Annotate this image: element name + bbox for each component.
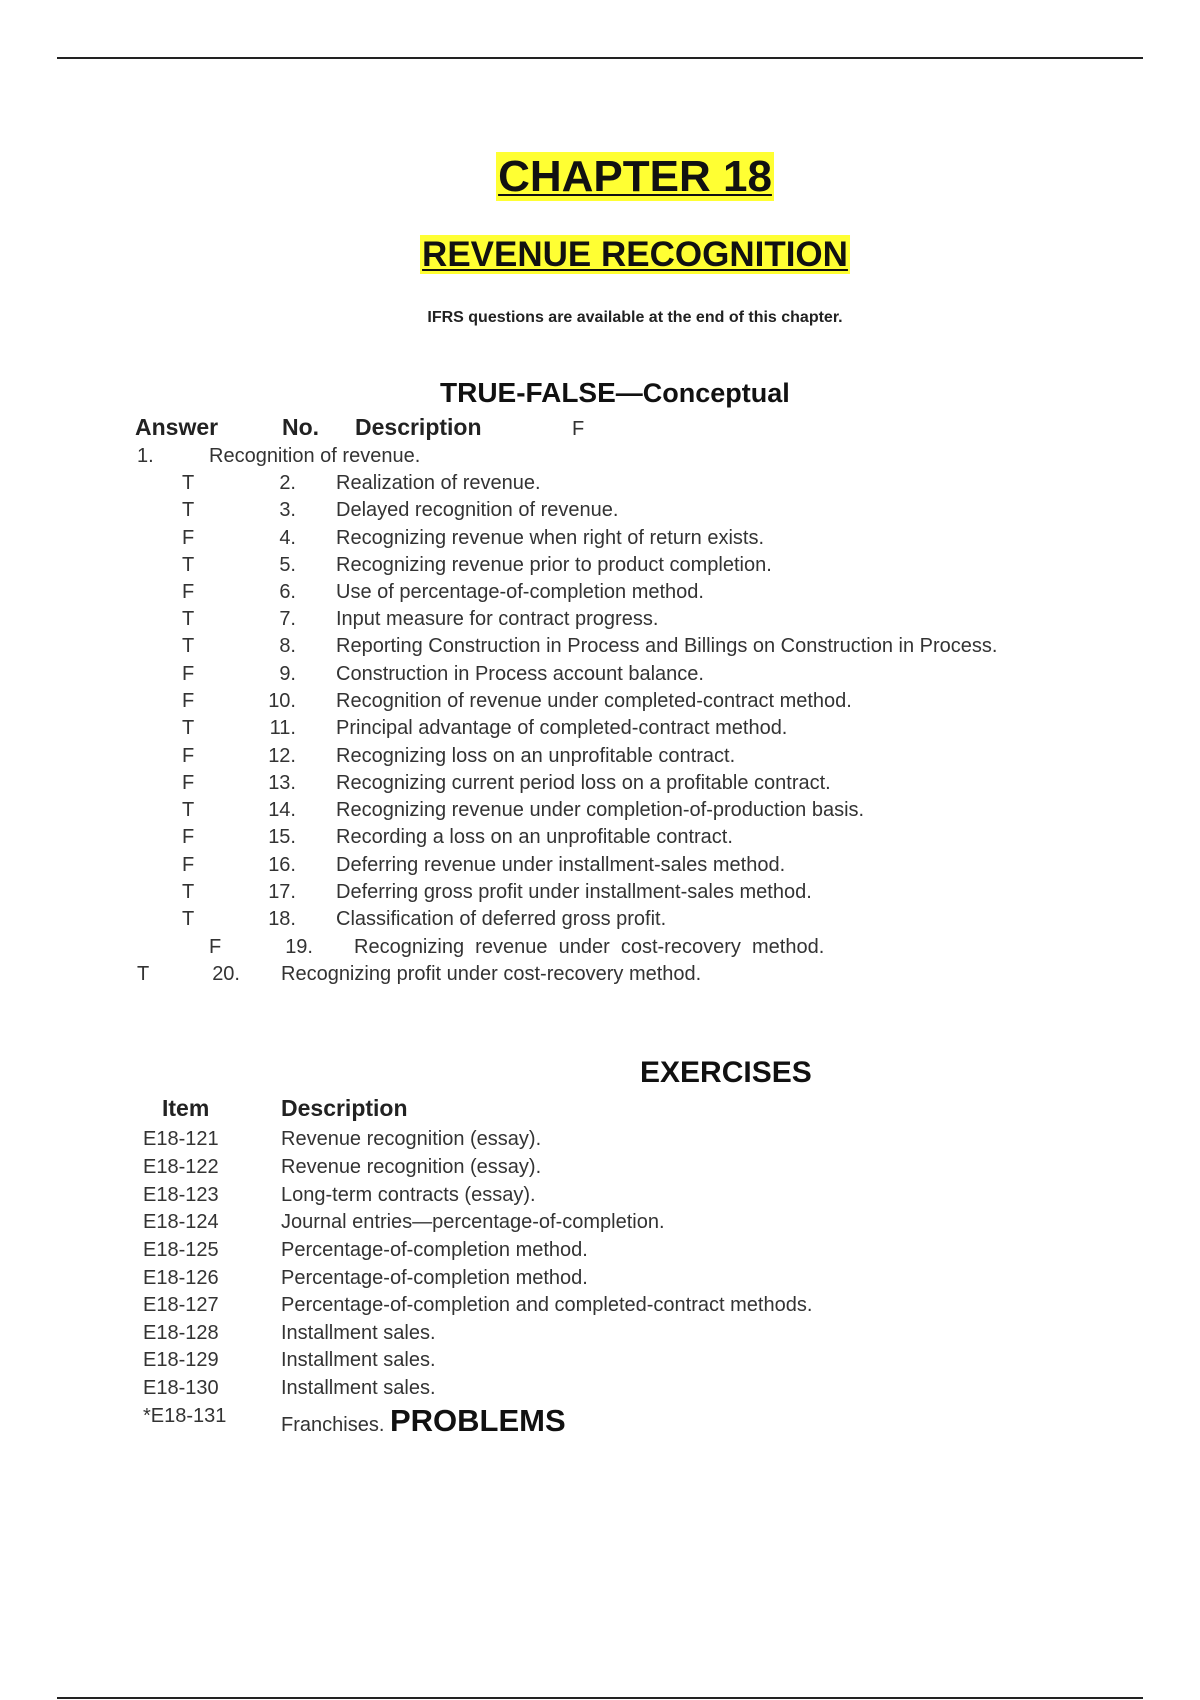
tf-description: Construction in Process account balance. <box>336 663 704 685</box>
tf-description: Realization of revenue. <box>336 472 541 494</box>
ifrs-note: IFRS questions are available at the end of this chapter. <box>427 309 843 326</box>
tf-answer: F <box>182 581 195 603</box>
tf-number: 14. <box>268 799 296 821</box>
true-false-subtitle: —Conceptual <box>615 378 790 408</box>
exercise-description <box>281 1403 566 1439</box>
tf-description: Use of percentage-of-completion method. <box>336 581 704 603</box>
tf-answer: F <box>182 690 195 712</box>
answer-column-header: Answer <box>135 414 219 440</box>
tf-answer: F <box>182 745 195 767</box>
number-column-header: No. <box>282 414 320 440</box>
tf-answer: T <box>182 635 195 657</box>
chapter-subtitle <box>0 233 1200 277</box>
exercise-description: Revenue recognition (essay). <box>281 1128 542 1150</box>
tf-description: Recognition of revenue under completed-contract method. <box>336 690 852 712</box>
tf-description: Recognizing loss on an unprofitable contract. <box>336 745 736 767</box>
tf-number: 5. <box>279 554 296 576</box>
exercise-description: Installment sales. <box>281 1322 436 1344</box>
tf-number: 19. <box>285 936 313 958</box>
tf-answer: F <box>182 527 195 549</box>
tf-description: Deferring revenue under installment-sales method. <box>336 854 786 876</box>
problems-heading: PROBLEMS <box>389 1403 566 1438</box>
tf-number: 16. <box>268 854 296 876</box>
true-false-heading <box>440 377 790 409</box>
exercise-description: Installment sales. <box>281 1349 436 1371</box>
exercise-item-id: E18-129 <box>143 1349 219 1371</box>
tf-description: Reporting Construction in Process and Billings on Construction in Process. <box>336 635 998 657</box>
exercise-item-id: E18-128 <box>143 1322 219 1344</box>
tf-description: Recognition of revenue. <box>209 445 421 467</box>
tf-description: Recognizing current period loss on a profitable contract. <box>336 772 831 794</box>
tf-number: 4. <box>279 527 296 549</box>
tf-number: 15. <box>268 826 296 848</box>
tf-answer: F <box>182 772 195 794</box>
description-column-header: Description <box>355 414 482 440</box>
tf-number: 8. <box>279 635 296 657</box>
exercise-item-id: E18-124 <box>143 1211 219 1233</box>
tf-number: 3. <box>279 499 296 521</box>
exercise-description-column-header: Description <box>281 1095 408 1121</box>
item-column-header: Item <box>162 1095 210 1121</box>
tf-answer: F <box>182 854 195 876</box>
tf-answer: T <box>182 881 195 903</box>
tf-number: 17. <box>268 881 296 903</box>
tf-number: 11. <box>269 717 296 739</box>
stray-answer: F <box>572 418 585 440</box>
true-false-title: TRUE-FALSE <box>440 377 616 408</box>
bottom-rule <box>57 1697 1143 1699</box>
tf-number: 13. <box>268 772 296 794</box>
exercise-item-id: E18-127 <box>143 1294 219 1316</box>
chapter-heading <box>0 150 1200 204</box>
exercise-description: Percentage-of-completion method. <box>281 1239 588 1261</box>
tf-answer: T <box>182 717 195 739</box>
tf-number: 9. <box>279 663 296 685</box>
tf-description: Recognizing revenue under cost-recovery method. <box>354 936 825 958</box>
exercise-item-id: E18-121 <box>143 1128 219 1150</box>
exercise-item-id: E18-126 <box>143 1267 219 1289</box>
tf-description: Delayed recognition of revenue. <box>336 499 619 521</box>
tf-answer: T <box>182 499 195 521</box>
tf-answer: T <box>182 608 195 630</box>
tf-answer: T <box>182 799 195 821</box>
tf-description: Recognizing revenue prior to product completion. <box>336 554 772 576</box>
exercise-description: Percentage-of-completion method. <box>281 1267 588 1289</box>
exercise-item-id: E18-122 <box>143 1156 219 1178</box>
exercises-heading: EXERCISES <box>640 1056 812 1089</box>
tf-description: Deferring gross profit under installment-sales method. <box>336 881 812 903</box>
tf-description: Recording a loss on an unprofitable contract. <box>336 826 733 848</box>
chapter-title: CHAPTER 18 <box>498 152 772 201</box>
tf-answer: T <box>182 554 195 576</box>
exercise-description: Revenue recognition (essay). <box>281 1156 542 1178</box>
exercise-item-id: E18-125 <box>143 1239 219 1261</box>
exercise-description-text: Franchises. <box>281 1414 385 1436</box>
tf-description: Input measure for contract progress. <box>336 608 659 630</box>
tf-description: Classification of deferred gross profit. <box>336 908 667 930</box>
tf-number: 18. <box>268 908 296 930</box>
exercise-description: Long-term contracts (essay). <box>281 1184 536 1206</box>
exercise-description: Installment sales. <box>281 1377 436 1399</box>
top-rule <box>57 57 1143 59</box>
tf-description: Recognizing revenue under completion-of-production basis. <box>336 799 865 821</box>
tf-answer: T <box>137 963 150 985</box>
tf-description: Recognizing profit under cost-recovery method. <box>281 963 702 985</box>
tf-description: Recognizing revenue when right of return exists. <box>336 527 765 549</box>
exercise-item-id: *E18-131 <box>143 1405 227 1427</box>
tf-answer: F <box>182 826 195 848</box>
tf-answer: T <box>182 908 195 930</box>
tf-number: 6. <box>279 581 296 603</box>
exercise-item-id: E18-130 <box>143 1377 219 1399</box>
tf-number: 1. <box>137 445 154 467</box>
tf-number: 20. <box>212 963 240 985</box>
tf-answer: T <box>182 472 195 494</box>
tf-number: 12. <box>268 745 296 767</box>
tf-answer: F <box>182 663 195 685</box>
tf-number: 7. <box>279 608 296 630</box>
tf-answer: F <box>209 936 222 958</box>
tf-number: 2. <box>279 472 296 494</box>
tf-description: Principal advantage of completed-contract method. <box>336 717 788 739</box>
exercise-description: Percentage-of-completion and completed-contract methods. <box>281 1294 813 1316</box>
chapter-topic: REVENUE RECOGNITION <box>422 235 848 274</box>
exercise-description: Journal entries—percentage-of-completion. <box>281 1211 665 1233</box>
tf-number: 10. <box>268 690 296 712</box>
exercise-item-id: E18-123 <box>143 1184 219 1206</box>
